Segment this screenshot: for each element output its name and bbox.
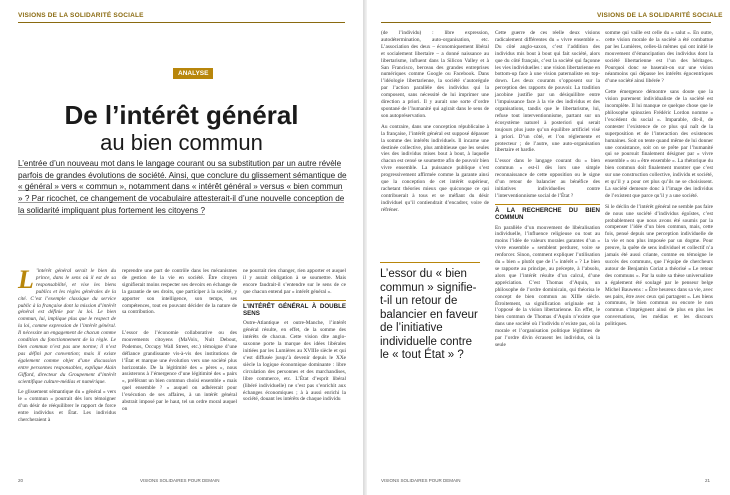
col1-paragraph-1: ’intérêt général serait le bien du prince, dans le sens où il est de sa responsabilité, et vise les biens publics et les règles générales de la cité. C’est l’exemple classique du service public à la française dont la mission d’intérêt général est définie par la loi. Le bien commun, lui, implique plus que le respect de la loi, comme expression de l’intérêt général. Il nécessite un engagement de chacun comme condition du fonctionnement de la règle. Le bien commun n’est pas une norme; il n’est pas défini par convention; mais il existe également comme objet d’une discussion entre personnes responsables, explique Alain Giffard, directeur du Groupement d’intérêt scientifique culture-médias et numérique. xyxy=(18,268,116,385)
left-column-3 xyxy=(243,268,346,473)
right-col1-paragraph-2: Au contraire, dans une conception républicaine à la française, l’intérêt général est supposé dépasser la somme des intérêts individuels. Il incarne une destinée collective, plus ambitieuse que les seules vies des individus mises bout à bout, à laquelle chacun est censé se soumettre afin de pouvoir bien vivre ensemble. La puissance publique s’est progressivement affirmée comme la garante ainsi que la conception de cet intérêt supérieur, rachetant théories mieux que quiconque ce qui contribuerait à tous et se méfiant du désir individuel qu’il contiendrait d’encadrer, voire de réfréner. xyxy=(381,123,489,213)
article-title-line2: au bien commun xyxy=(100,130,263,155)
right-footer-text: VISIONS SOLIDAIRES POUR DEMAIN xyxy=(381,478,461,483)
pullquote-rule xyxy=(380,262,480,263)
right-column-3 xyxy=(605,30,713,470)
right-col2-paragraph-1: Cette guerre de ces réelle deux visions radicalement différentes du « vivre ensemble ». Du côté anglo-saxon, c’est l’addition des individus mis bout à bout qui fait société, alors que du côté français, c’est la société qui façonne les vies individuelles : une vision libertarienne en bottom-up face à une vision paternaliste en top-down. Les deux courants s’opposent sur la perception des rapports de pouvoir. La tradition jacobine justifie par un désiquilibre entre l’impuissance face à la vie des individus et des organisations, tandis que le libertarisme, lui, refuse tout interventionnisme, partant sur un écosystème naturel à posteriori qui serait toujours plus juste qu’un équilibre artificiel visé à priori. D’un côté, et l’on réglemente et protecteur ; de l’autre, une auto-organisation libertaire et hardie. xyxy=(495,30,600,154)
right-page xyxy=(367,0,730,495)
col2-paragraph-2: L’essor de l’économie collaborative ou des mouvements citoyens (MaVoix, Nuit Debout, Podemos, Occupy Wall Street, etc.) témoigne d’une défiance grandissante vis-à-vis des institutions de l’État et marque une évolution vers une société plus horizontale. De la légitimité des « pères », nous assisterons à l’émergence d’une légitimité des « pairs », préférant un bien commun choisi ensemble « mais quel ensemble ? » auquel on adhérerait pour l’exécution de ses affaires, à un intérêt général abstrait imposé par le haut, tel un ordre moral auquel on xyxy=(122,330,237,412)
dropcap: L xyxy=(18,265,34,294)
article-intro: L’entrée d’un nouveau mot dans le langage courant ou sa substitution par un autre révèle parfois de grandes évolutions de société. Ainsi, que conclure du glissement sémantique de « général » vers « commun », notamment dans « intérêt général » versus « bien commun » ? Par ricochet, ce changement de vocabulaire attesterait-il d’une nouvelle conception de la solidarité impliquant plus fortement les citoyens ? xyxy=(18,159,347,215)
pullquote: L’essor du « bien commun » signifie-t-il un retour de balancier en faveur de l’initiative individuelle contre le « tout État » ? xyxy=(380,268,478,361)
left-running-head: VISIONS DE LA SOLIDARITÉ SOCIALE xyxy=(18,12,144,19)
left-column-2 xyxy=(122,330,237,470)
right-col3-paragraph-3: Si le déclin de l’intérêt général ne semble pas faire de nous une société d’individus égoïstes, c’est probablement que nous avons été soumis par la compenser l’idée d’un bien commun, mais, cette fois, pensé depuis une perception individuelle de la vie et non plus imposée par un dogme. Pour preuve, la quête de sens individuel et collectif n’a jamais été aussi criante, comme en témoigne le succès des communs, que l’équipe de chercheurs autour de Benjamin Coriat a théorisé « Le retour des communs ». Par la suite sa thèse universaliste a également été soulagé par le penseur belge Michel Bauwens : « Être heureux dans sa vie, avec ses pairs, être avec ceux qui partagent ». Les biens communs, le bien commun ou encore le non commun s’imprègnent ainsi de plus en plus les conversations, les médias et les discours politiques. xyxy=(605,203,713,328)
right-running-head: VISIONS DE LA SOLIDARITÉ SOCIALE xyxy=(597,12,723,19)
subheading-bien-commun: À LA RECHERCHE DU BIEN COMMUN xyxy=(495,204,600,222)
right-col1-paragraph-1: (de l’individu) : libre expression, autodétermination, auto-organisation, etc. L’association des deux – économiquement libéral et socialement libertaire – a donné naissance au libertarisme, influent dans la Silicon Valley et à San Francisco, berceau des grandes entreprises numériques comme Google ou Facebook. Dans l’idéologie libertarienne, la société s’autorégule par l’action parallèle des individus qui la composent, sans nécessité de lui imprimer une direction a priori. Il y aurait une sorte d’ordre spontané de l’humanité qui agirait dans le sens de son autopréservation. xyxy=(381,30,489,119)
right-column-2 xyxy=(495,30,600,470)
right-col2-paragraph-3: En parallèle d’un mouvement de libéralisation individuelle, l’influence religieuse ou tout au moins l’idée de valeurs morales garantes d’un « vivre ensemble » semblent perdurer, voire se renforcer. Sinon, comment expliquer l’utilisation du « bien » plutôt que de l’« intérêt » ? Le bien se rapporte au principe, au précepte, à l’absolu, alors que l’intérêt résulte d’un calcul, d’une appréciation. C’est Thomas d’Aquin, un philosophe de l’ordre dominicain, qui théorisa le concept de bien commun au XIIIe siècle. Étroitement, sa signification originale est à l’opposé de la vision libertarienne. En effet, le bien commun de Thomas d’Aquin n’existe que dans une société où l’individu n’existe pas, où la morale et l’organisation politique légitimes de par l’ordre divin écrasent les individus, où la seule xyxy=(495,224,600,348)
article-title-line1: De l’intérêt général xyxy=(64,100,299,130)
right-column-1 xyxy=(381,30,489,260)
col3-paragraph-1: ne pourrait rien changer, rien apporter et auquel il y aurait obligation à se soumettre. Mais encore faudrait-il s’entendre sur le sens de ce que chacun entend par « intérêt général ». xyxy=(243,268,346,295)
col2-paragraph-1: reprendre une part de contrôle dans les mécanismes de gestion de la vie en société. Être citoyen signifierait moins respecter ses devoirs en échange de la garantie de ses droits, que participer à la société, y apporter son intelligence, son temps, ses compétences, tout en pouvant décider de la nature de sa contribution. xyxy=(122,268,237,316)
left-column-1 xyxy=(18,265,116,428)
right-header-rule xyxy=(381,22,711,23)
col1-paragraph-2: Le glissement sémantique du « général » vers le « commun » pourrait dès lors témoigner d’un désir de rééquilibrer le rapport de force entre individus et État. Les individus chercheraient à xyxy=(18,389,116,424)
section-tag: ANALYSE xyxy=(173,68,213,79)
subheading-interet-general: L’INTÉRÊT GÉNÉRAL À DOUBLE SENS xyxy=(243,300,346,318)
left-header-rule xyxy=(18,22,345,23)
left-page-number: 20 xyxy=(18,478,24,483)
left-column-2-top xyxy=(122,268,237,316)
col3-paragraph-2: Outre-Atlantique et outre-Manche, l’intérêt général résulte, en effet, de la somme des intérêts de chacun. Cette vision dite anglo-saxonne porte la marque des idées libérales initiées par les Lumières au XVIIIe siècle et qui s’est diffusée jusqu’à devenir depuis le XXe siècle la logique économique dominante : libre circulation des personnes et des marchandises, libre commerce, etc. L’État d’esprit libéral (libéré individuelle) ne s’est pas s’enrichit aux échanges économiques ; à à aussi enrichi la société, douant les intérêts de chaque individu xyxy=(243,320,346,403)
right-col2-paragraph-2: L’essor dans le langage courant du « bien commun » est-il dès lors une simple reconnaissance de cette opposition ou le signe d’un retour de balancier au bénéfice des initiatives individuelles contre l’interventionnisme social de l’État ? xyxy=(495,158,600,199)
right-page-number: 21 xyxy=(705,478,711,483)
left-footer-text: VISIONS SOLIDAIRES POUR DEMAIN xyxy=(140,478,220,483)
left-page xyxy=(0,0,363,495)
right-col3-paragraph-2: Cette émergence démontre sans doute que la vision purement individualiste de la société est incomplète. Il lui manque ce quelque chose que le philosophe spinozien Frédéric Lordon nomme « l’excédent du social ». Imparable, dit-il, de contester l’existence de ce plus qui naît de la superposition et de l’interaction des existences humaines. Soit on tente quand même de lui donner une consistance, soit on se prête par l’humanité qui se poursuit finalement désigner par « vivre ensemble » ou « être ensemble ». La rhétorique du bien commun doit finalement montrer que c’est sur une construction collective, individu et société, et qu’il y a pour cet plus qu’ils ne se choisissent. La société demeure donc à l’image des individus de l’existent que parce qu’il y a une société. xyxy=(605,89,713,199)
right-col3-paragraph-1: somme qui vaille est celle du « salut ». En outre, cette vision morale de la société a été combattue par les Lumières, celles-là mêmes qui ont initié le mouvement d’émancipation des individus dont la société libertarienne est l’un des héritages. Pourquoi donc se baserait-on sur une vision néanmoins qui dépasse les intérêts égocentriques d’une société ainsi libérée ? xyxy=(605,30,713,85)
